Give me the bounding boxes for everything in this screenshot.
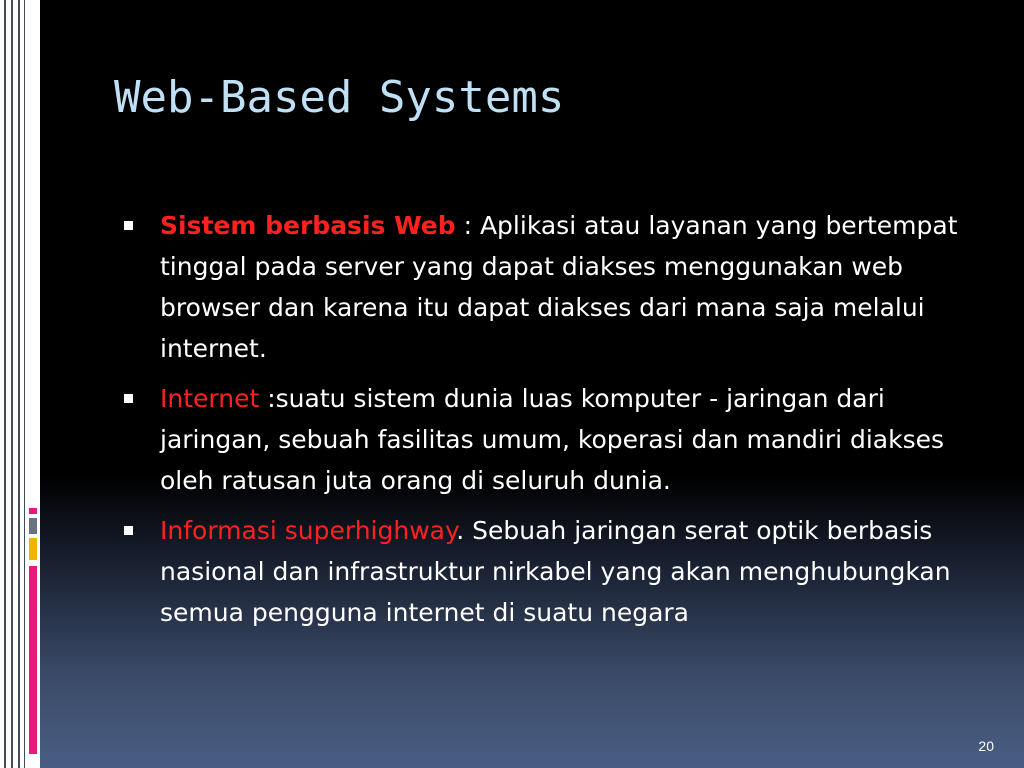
bullet-item <box>120 205 970 369</box>
bullet-text: :suatu sistem dunia luas komputer - jaringan dari jaringan, sebuah fasilitas umum, koperasi dan mandiri diakses oleh ratusan juta orang di seluruh dunia. <box>160 384 945 495</box>
decor-line <box>4 0 6 768</box>
bullet-item <box>120 378 970 501</box>
decor-bar-pink-long <box>29 566 37 754</box>
bullet-term: Internet <box>160 384 260 413</box>
bullet-item <box>120 510 970 633</box>
square-bullet-icon <box>124 394 133 403</box>
decor-line <box>24 0 25 768</box>
bullet-term: Sistem berbasis Web <box>160 211 456 240</box>
slide-title: Web-Based Systems <box>114 72 565 123</box>
slide <box>40 0 1024 768</box>
slide-number: 20 <box>978 738 994 754</box>
square-bullet-icon <box>124 221 133 230</box>
left-margin-strip <box>0 0 40 768</box>
bullet-term: Informasi superhighway <box>160 516 457 545</box>
decor-bar-pink-top <box>29 508 37 514</box>
decor-bar-gold <box>29 538 37 560</box>
decor-line <box>18 0 20 768</box>
bullet-list <box>120 205 970 642</box>
bullet-text: . Sebuah jaringan serat optik berbasis nasional dan infrastruktur nirkabel yang akan menghubungkan semua pengguna internet di suatu negara <box>160 516 951 627</box>
bullet-text: : Aplikasi atau layanan yang bertempat tinggal pada server yang dapat diakses menggunakan web browser dan karena itu dapat diakses dari mana saja melalui internet. <box>160 211 958 363</box>
decor-bar-gray <box>29 518 37 534</box>
decor-line <box>11 0 13 768</box>
square-bullet-icon <box>124 526 133 535</box>
